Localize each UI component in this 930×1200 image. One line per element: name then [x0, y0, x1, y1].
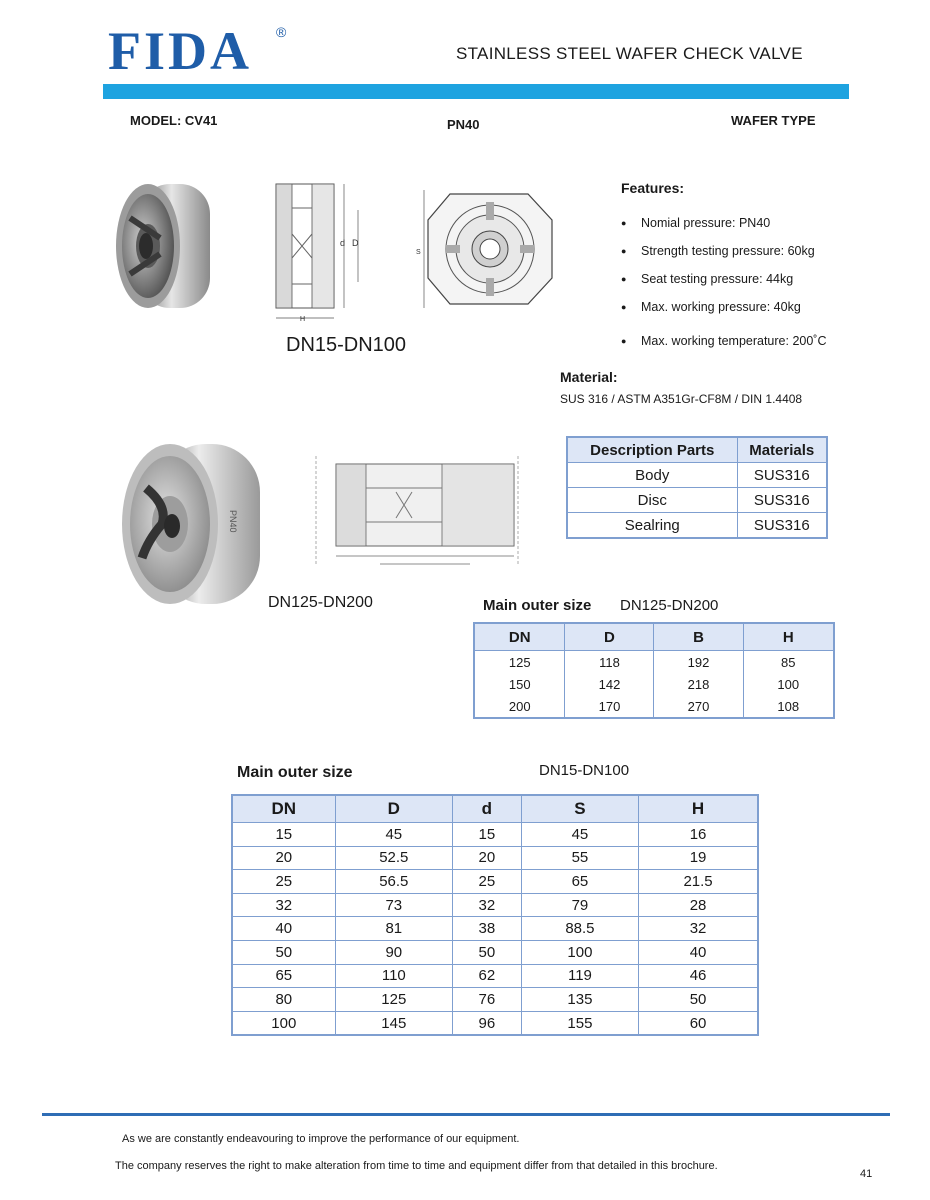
table-row	[232, 893, 758, 917]
header-cell: Materials	[737, 437, 827, 463]
table-row	[567, 513, 827, 539]
table-cell: 100	[743, 673, 834, 695]
big-section-range: DN15-DN100	[539, 762, 630, 779]
table-row	[232, 917, 758, 941]
brand-logo: FIDA	[108, 21, 252, 81]
footer-note-2: The company reserves the right to make alteration from time to time and equipment differ from that detailed in this brochure.	[115, 1160, 718, 1172]
table-header-row	[474, 623, 834, 651]
header-cell: H	[743, 623, 834, 651]
header-cell: B	[654, 623, 743, 651]
table-cell: 79	[521, 893, 638, 917]
header-cell: D	[335, 795, 452, 823]
table-cell: 62	[453, 964, 522, 988]
header-cell: Description Parts	[567, 437, 737, 463]
feature-item: ● Seat testing pressure: 44kg	[621, 272, 793, 286]
table-row	[232, 1011, 758, 1035]
type-label: WAFER TYPE	[731, 113, 816, 128]
table-cell: 270	[654, 695, 743, 718]
section-drawing-large	[300, 452, 524, 578]
dimensions-table-small	[231, 794, 759, 1036]
table-cell: 16	[639, 823, 758, 847]
table-cell: 15	[232, 823, 335, 847]
table-cell: Disc	[567, 488, 737, 513]
table-cell: 200	[474, 695, 565, 718]
table-cell: 119	[521, 964, 638, 988]
table-cell: 50	[232, 940, 335, 964]
table-row	[232, 870, 758, 894]
product-marking: PN40	[228, 510, 238, 533]
valve-photo-small	[110, 178, 218, 314]
model-label: MODEL: CV41	[130, 113, 218, 128]
table-cell: 192	[654, 651, 743, 674]
table-row	[232, 823, 758, 847]
table-cell: 155	[521, 1011, 638, 1035]
table-cell: 38	[453, 917, 522, 941]
table-cell: 100	[232, 1011, 335, 1035]
table-cell: 32	[453, 893, 522, 917]
table-header-row	[567, 437, 827, 463]
table-cell: 28	[639, 893, 758, 917]
table-cell: 145	[335, 1011, 452, 1035]
table-cell: 135	[521, 988, 638, 1012]
feature-item: ● Max. working pressure: 40kg	[621, 300, 801, 314]
table-row	[474, 651, 834, 674]
dim-big-d: D	[352, 238, 359, 248]
table-cell: 142	[565, 673, 654, 695]
table-cell: 96	[453, 1011, 522, 1035]
header-bar	[103, 84, 849, 99]
page-number: 41	[860, 1168, 873, 1180]
table-cell: 108	[743, 695, 834, 718]
table-row	[232, 964, 758, 988]
table-cell: 65	[521, 870, 638, 894]
table-cell: SUS316	[737, 513, 827, 539]
table-cell: 46	[639, 964, 758, 988]
table-cell: SUS316	[737, 488, 827, 513]
mid-section-title: Main outer size	[483, 597, 592, 614]
table-cell: SUS316	[737, 463, 827, 488]
table-cell: 218	[654, 673, 743, 695]
table-row	[232, 940, 758, 964]
table-cell: 32	[232, 893, 335, 917]
table-cell: 150	[474, 673, 565, 695]
table-cell: 20	[453, 846, 522, 870]
valve-photo-large	[118, 440, 264, 608]
header-cell: S	[521, 795, 638, 823]
mid-section-range: DN125-DN200	[620, 597, 719, 614]
table-cell: 32	[639, 917, 758, 941]
table-row	[567, 488, 827, 513]
registered-mark: ®	[276, 24, 287, 40]
material-text: SUS 316 / ASTM A351Gr-CF8M / DIN 1.4408	[560, 392, 803, 406]
front-drawing-small	[410, 186, 562, 312]
header-cell: H	[639, 795, 758, 823]
table-cell: 25	[453, 870, 522, 894]
table-cell: 45	[521, 823, 638, 847]
table-row	[567, 463, 827, 488]
dim-s-label: S	[416, 249, 421, 256]
page-title: STAINLESS STEEL WAFER CHECK VALVE	[456, 44, 803, 63]
table-cell: 56.5	[335, 870, 452, 894]
table-cell: 60	[639, 1011, 758, 1035]
table-cell: 19	[639, 846, 758, 870]
table-cell: Body	[567, 463, 737, 488]
header-cell: DN	[474, 623, 565, 651]
table-cell: 55	[521, 846, 638, 870]
table-cell: 20	[232, 846, 335, 870]
table-cell: 85	[743, 651, 834, 674]
table-cell: 170	[565, 695, 654, 718]
dimensions-table-large	[473, 622, 835, 719]
footer-divider	[42, 1113, 890, 1116]
feature-item: ● Strength testing pressure: 60kg	[621, 244, 815, 258]
table-cell: 25	[232, 870, 335, 894]
material-title: Material:	[560, 369, 618, 385]
table-cell: 40	[232, 917, 335, 941]
table-cell: 125	[474, 651, 565, 674]
table-row	[232, 846, 758, 870]
header-cell: D	[565, 623, 654, 651]
table-row	[474, 673, 834, 695]
table-cell: 100	[521, 940, 638, 964]
table-cell: 118	[565, 651, 654, 674]
dim-small-d: d	[340, 238, 346, 248]
feature-item: ● Nomial pressure: PN40	[621, 216, 770, 230]
feature-item: ● Max. working temperature: 200˚C	[621, 334, 827, 348]
dim-h-label: H	[300, 316, 306, 323]
table-row	[232, 988, 758, 1012]
table-cell: 110	[335, 964, 452, 988]
table-header-row	[232, 795, 758, 823]
range-large-label: DN125-DN200	[268, 594, 373, 611]
table-cell: 45	[335, 823, 452, 847]
table-cell: 21.5	[639, 870, 758, 894]
big-section-title: Main outer size	[237, 764, 353, 781]
table-cell: 40	[639, 940, 758, 964]
table-cell: 73	[335, 893, 452, 917]
footer-note-1: As we are constantly endeavouring to improve the performance of our equipment.	[122, 1133, 520, 1145]
table-cell: 76	[453, 988, 522, 1012]
range-small-label: DN15-DN100	[286, 334, 407, 356]
table-cell: 88.5	[521, 917, 638, 941]
table-cell: 80	[232, 988, 335, 1012]
table-row	[474, 695, 834, 718]
parts-materials-table	[566, 436, 828, 539]
table-cell: Sealring	[567, 513, 737, 539]
table-cell: 90	[335, 940, 452, 964]
features-title: Features:	[621, 180, 685, 196]
header-cell: d	[453, 795, 522, 823]
table-cell: 125	[335, 988, 452, 1012]
table-cell: 50	[453, 940, 522, 964]
table-cell: 15	[453, 823, 522, 847]
table-cell: 50	[639, 988, 758, 1012]
table-cell: 65	[232, 964, 335, 988]
header-cell: DN	[232, 795, 335, 823]
table-cell: 81	[335, 917, 452, 941]
section-drawing-small	[268, 178, 372, 324]
pressure-label: PN40	[447, 117, 480, 132]
table-cell: 52.5	[335, 846, 452, 870]
